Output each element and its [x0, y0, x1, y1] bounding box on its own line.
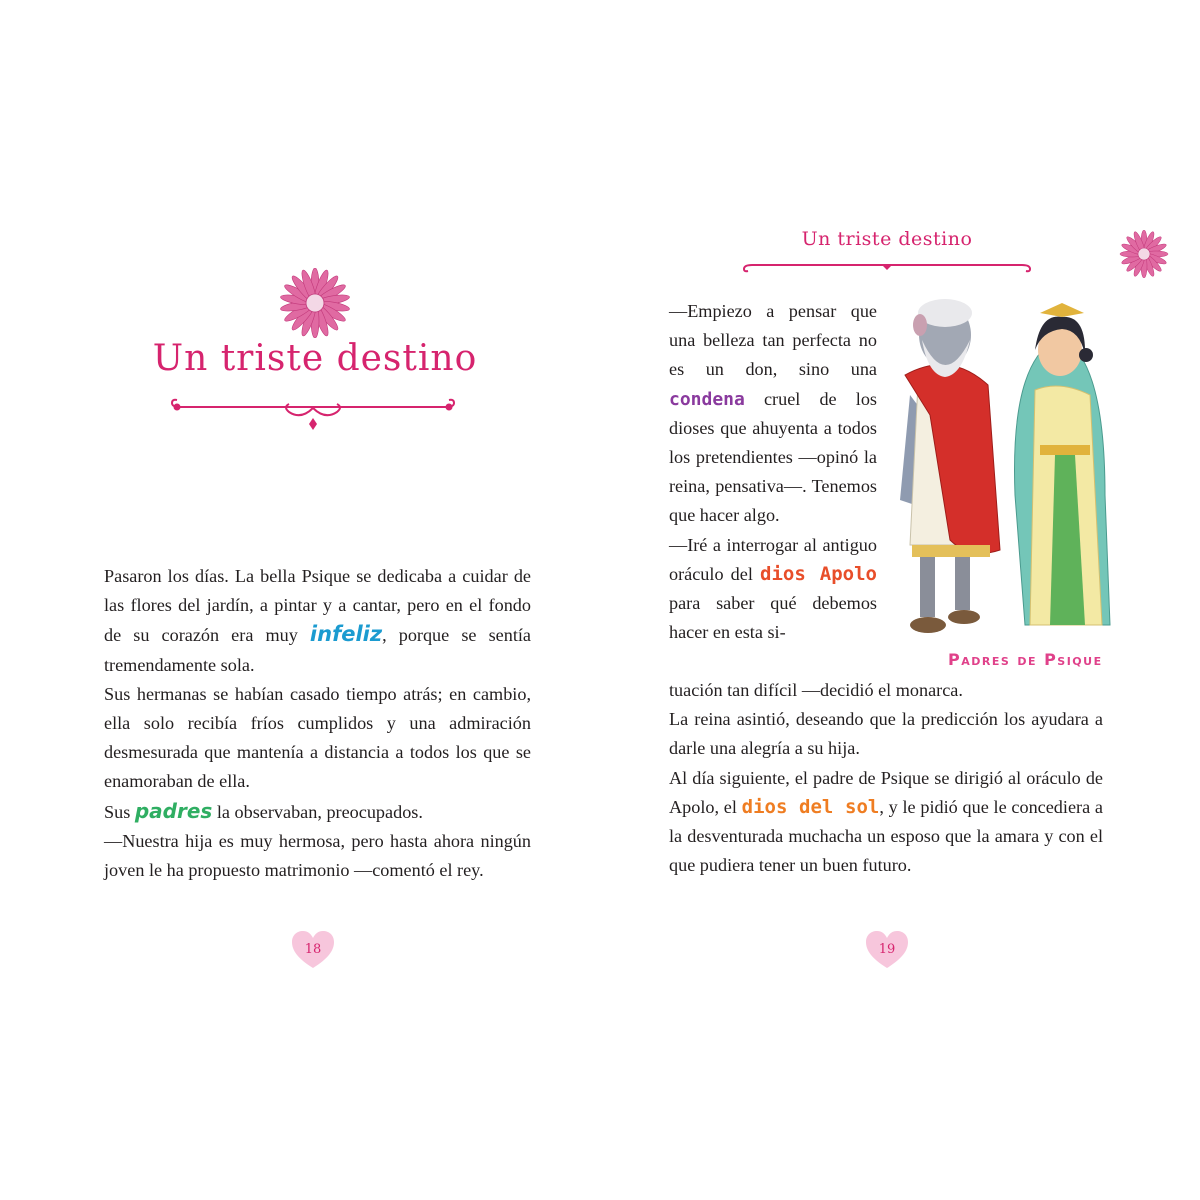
text-run: —Empiezo a pensar que una belleza tan perfecta no es un don, sino una — [669, 301, 877, 380]
queen-figure — [1015, 303, 1111, 625]
page-number-left — [291, 930, 335, 970]
paragraph — [104, 797, 531, 827]
flower-icon — [1114, 230, 1174, 278]
keyword-condena: condena — [669, 388, 745, 410]
paragraph: Sus hermanas se habían casado tiempo atrás; en cambio, ella solo recibía fríos cumplidos y una admiración desmesurada que mantenía a distancia a todos los que se enamoraban de ella. — [104, 683, 531, 792]
running-head: Un triste destino — [801, 228, 973, 250]
text-run: , porque se sentía tremendamente sola. — [104, 625, 531, 675]
text-run: para saber qué debemos hacer en esta si- — [669, 593, 877, 643]
right-body-text-narrow — [669, 297, 877, 647]
parents-illustration — [890, 295, 1116, 645]
keyword-dios-apolo: dios Apolo — [760, 562, 877, 585]
paragraph: —Nuestra hija es muy hermosa, pero hasta ahora ningún joven le ha propuesto matrimonio —comentó el rey. — [104, 830, 531, 881]
king-figure — [900, 299, 1000, 633]
page-number-text: 19 — [878, 942, 896, 957]
text-run: la observaban, preocupados. — [212, 801, 423, 822]
text-run: Sus — [104, 801, 135, 822]
paragraph — [669, 531, 877, 648]
right-body-text — [669, 676, 1103, 880]
text-run: , y le pidió que le concediera a la desventurada muchacha un esposo que la amara y con el que pudiera tener un buen futuro. — [669, 796, 1103, 876]
text-run: Al día siguiente, el padre de Psique se dirigió al oráculo de Apolo, el — [669, 767, 1103, 817]
paragraph — [669, 297, 877, 531]
illustration-caption: Padres de Psique — [948, 650, 1103, 669]
paragraph — [104, 562, 531, 680]
text-run: Pasaron los días. La bella Psique se dedicaba a cuidar de las flores del jardín, a pintar y a cantar, pero en el fondo de su corazón era muy — [104, 566, 531, 646]
scroll-ornament — [740, 258, 1034, 274]
keyword-infeliz: infeliz — [309, 622, 383, 647]
keyword-dios-del-sol: dios del sol — [741, 795, 880, 818]
text-run: —Iré a interrogar al antiguo oráculo del — [669, 534, 877, 584]
chapter-title: Un triste destino — [152, 338, 478, 379]
scroll-ornament — [166, 396, 460, 432]
paragraph — [669, 764, 1103, 881]
left-body-text — [104, 562, 531, 885]
paragraph: tuación tan difícil —decidió el monarca. — [669, 680, 963, 700]
page-number-text: 18 — [304, 942, 322, 957]
text-run: cruel de los dioses que ahuyenta a todos los pretendientes —opinó la reina, pensativa—. Tenemos que hacer algo. — [669, 388, 877, 526]
page-number-right — [865, 930, 909, 970]
flower-icon — [272, 268, 358, 338]
keyword-padres: padres — [134, 798, 213, 823]
paragraph: La reina asintió, deseando que la predicción los ayudara a darle una alegría a su hija. — [669, 709, 1103, 759]
